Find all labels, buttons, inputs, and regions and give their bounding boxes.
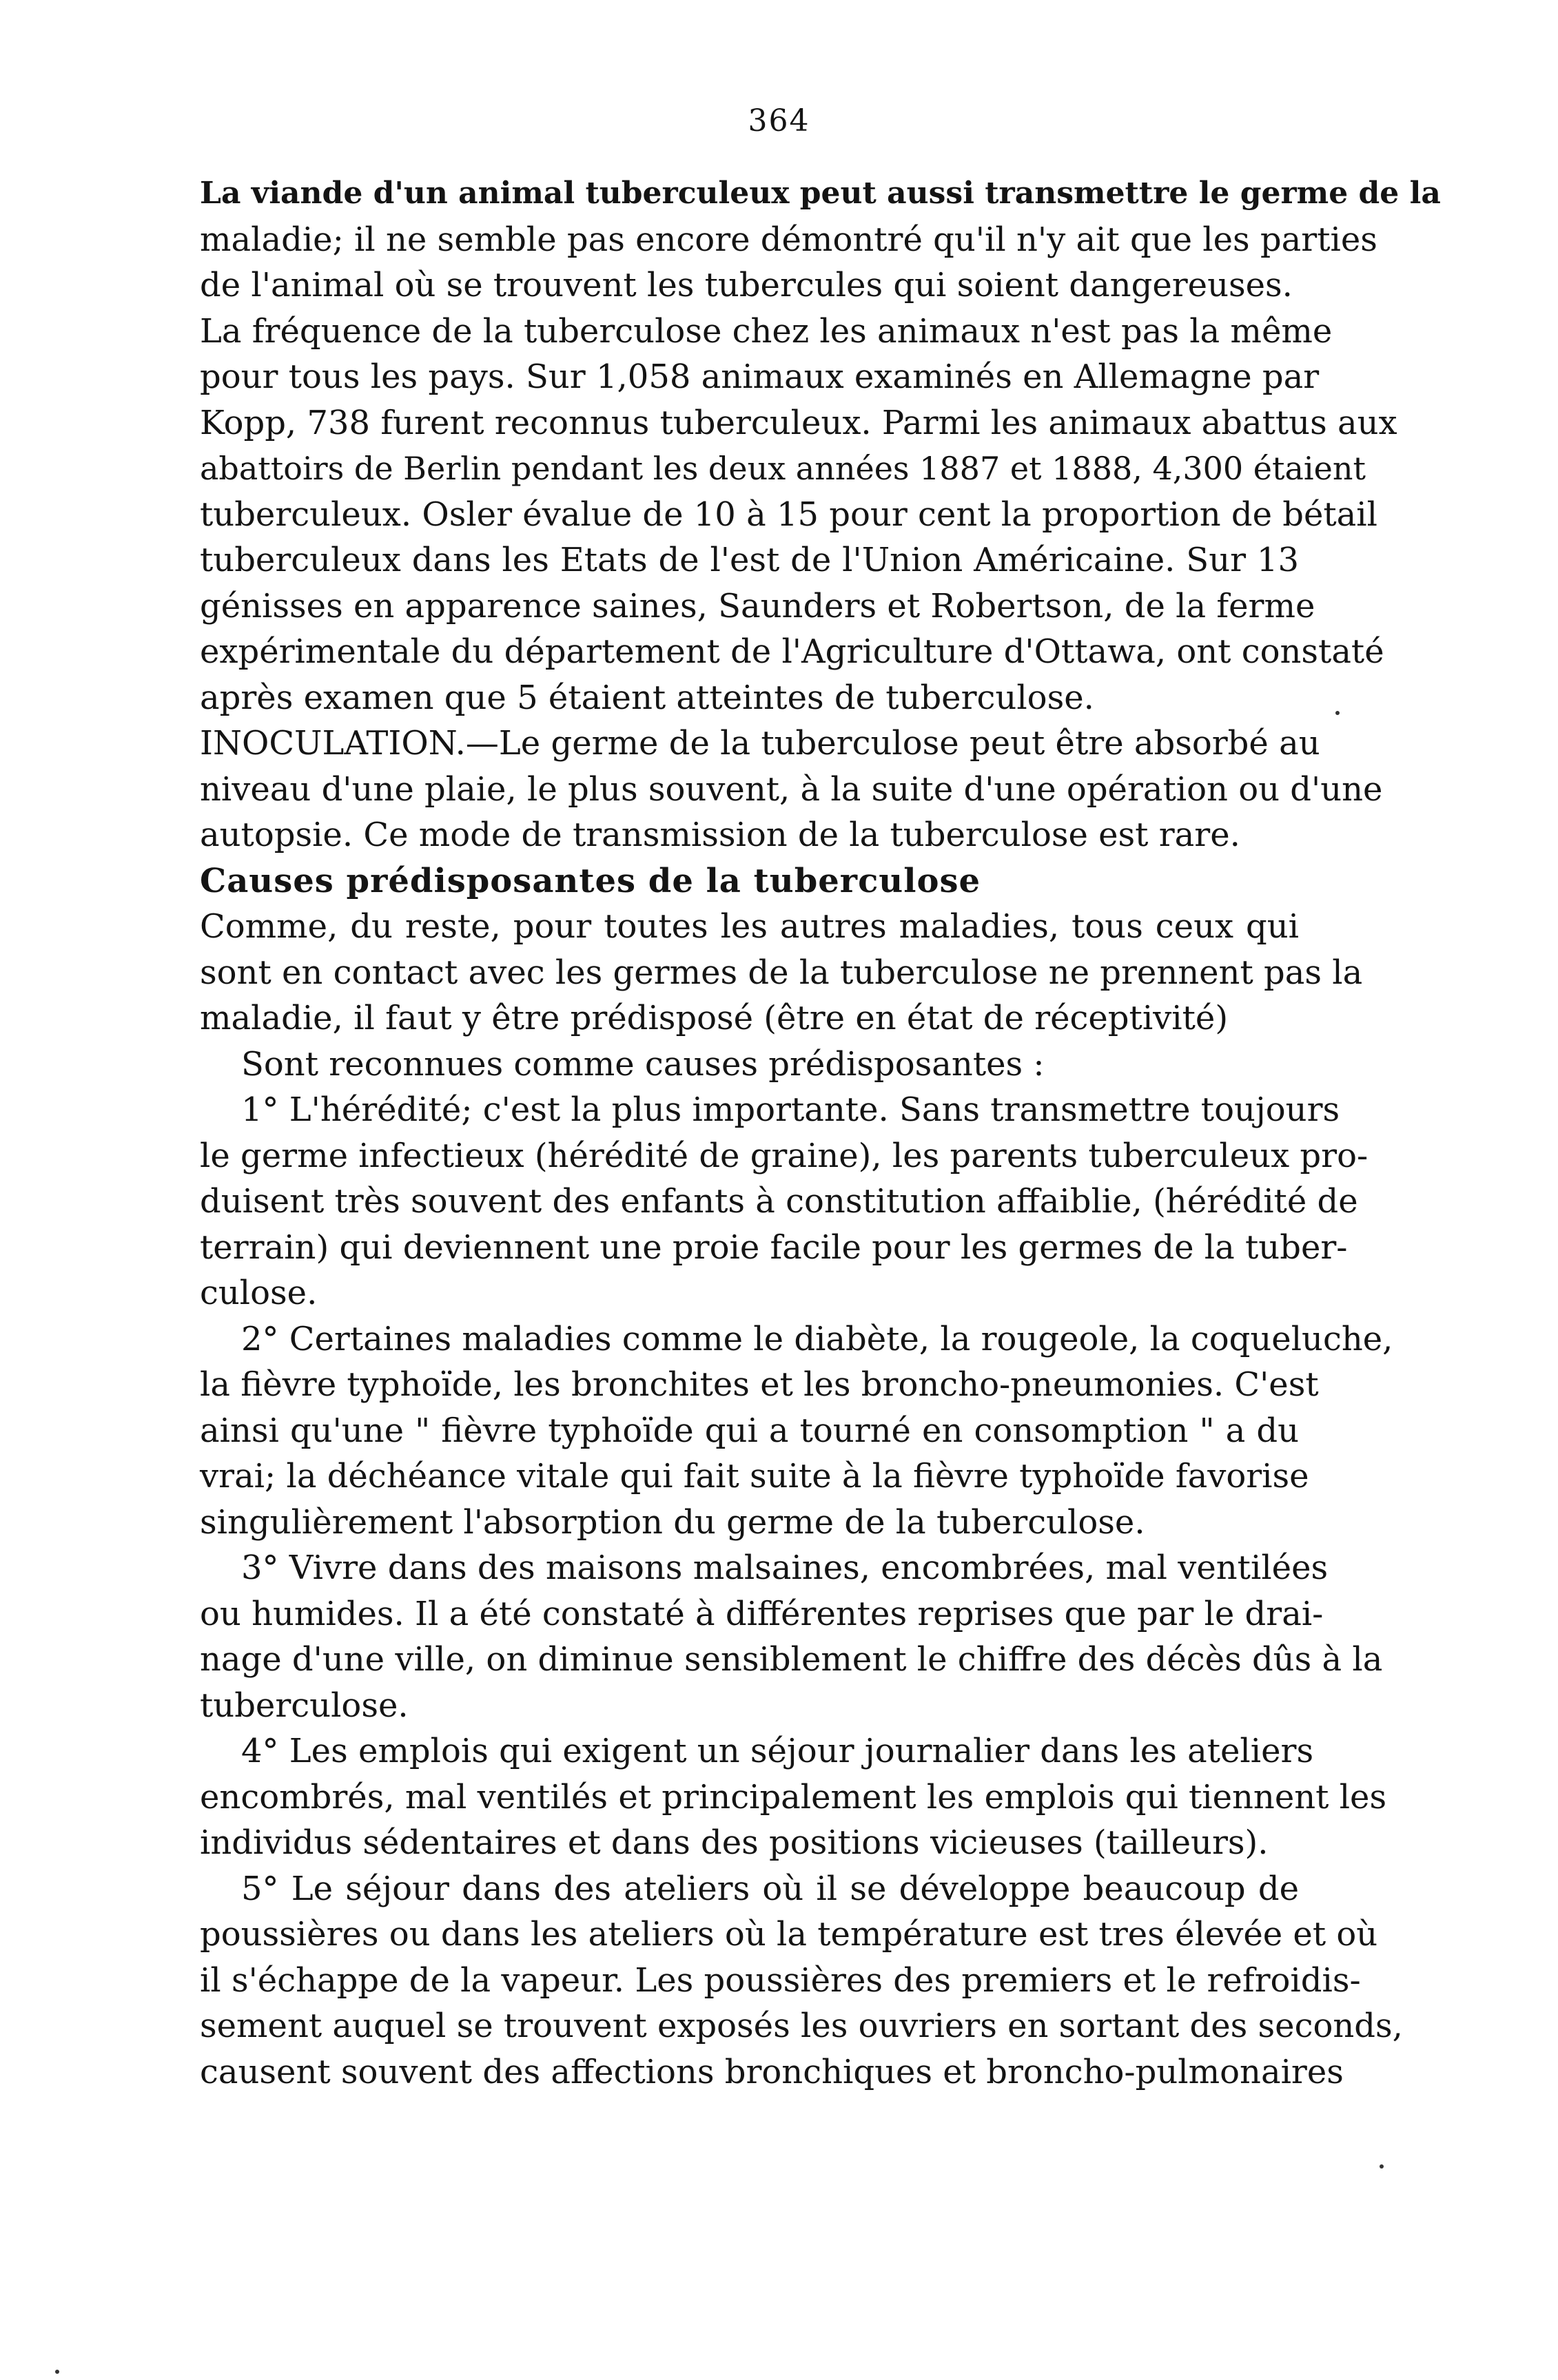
text-line: causent souvent des affections bronchiques et broncho-pulmonaires	[200, 2052, 1344, 2091]
paragraph	[200, 721, 1383, 858]
scan-speck	[1380, 2164, 1384, 2169]
text-line: vrai; la déchéance vitale qui fait suite à la fièvre typhoïde favorise	[200, 1457, 1309, 1496]
text-line: tuberculeux dans les Etats de l'est de l'Union Américaine. Sur 13	[200, 541, 1299, 579]
text-line: Sont reconnues comme causes prédisposantes :	[241, 1044, 1045, 1084]
text-line: maladie; il ne semble pas encore démontré qu'il n'y ait que les parties	[200, 220, 1377, 259]
section-heading: Causes prédisposantes de la tuberculose	[200, 861, 981, 900]
text-line: la fièvre typhoïde, les bronchites et les broncho-pneumonies. C'est	[200, 1365, 1319, 1404]
text-line: le germe infectieux (hérédité de graine), les parents tuberculeux pro-	[200, 1136, 1369, 1175]
text-line: ou humides. Il a été constaté à différentes reprises que par le drai-	[200, 1594, 1324, 1633]
text-line: individus sédentaires et dans des positions vicieuses (tailleurs).	[200, 1823, 1269, 1862]
text-line: 3° Vivre dans des maisons malsaines, encombrées, mal ventilées	[241, 1549, 1329, 1587]
text-column	[200, 171, 1441, 2095]
text-line: 5° Le séjour dans des ateliers où il se développe beaucoup de	[241, 1869, 1299, 1908]
page-number: 364	[748, 103, 810, 138]
list-item	[200, 1728, 1387, 1866]
text-line: de l'animal où se trouvent les tubercules qui soient dangereuses.	[200, 266, 1293, 304]
text-line: après examen que 5 étaient atteintes de tuberculose.	[200, 678, 1094, 717]
text-line: poussières ou dans les ateliers où la température est tres élevée et où	[200, 1915, 1378, 1954]
text-line: Kopp, 738 furent reconnus tuberculeux. Parmi les animaux abattus aux	[200, 403, 1397, 442]
text-line: sont en contact avec les germes de la tuberculose ne prennent pas la	[200, 953, 1363, 992]
list-item	[200, 1087, 1369, 1316]
paragraph	[200, 1042, 1299, 1088]
list-item	[200, 1316, 1393, 1546]
list-item	[200, 1866, 1403, 2096]
text-line: maladie, il faut y être prédisposé (être en état de réceptivité)	[200, 999, 1229, 1037]
text-line: autopsie. Ce mode de transmission de la tuberculose est rare.	[200, 816, 1240, 854]
text-line: génisses en apparence saines, Saunders et Robertson, de la ferme	[200, 586, 1315, 625]
text-line: culose.	[200, 1274, 318, 1312]
text-line: 4° Les emplois qui exigent un séjour journalier dans les ateliers	[241, 1732, 1314, 1770]
text-line: singulièrement l'absorption du germe de la tuberculose.	[200, 1502, 1145, 1542]
text-line: La fréquence de la tuberculose chez les animaux n'est pas la même	[200, 311, 1333, 351]
text-line: nage d'une ville, on diminue sensiblement le chiffre des décès dûs à la	[200, 1640, 1383, 1679]
list-item	[200, 1545, 1383, 1728]
text-line: sement auquel se trouvent exposés les ouvriers en sortant des seconds,	[200, 2007, 1403, 2045]
text-line: terrain) qui deviennent une proie facile pour les germes de la tuber-	[200, 1228, 1348, 1267]
text-line: duisent très souvent des enfants à constitution affaiblie, (hérédité de	[200, 1182, 1358, 1221]
paragraph	[200, 171, 1441, 309]
text-line: INOCULATION.—Le germe de la tuberculose peut être absorbé au	[200, 724, 1320, 763]
text-line: encombrés, mal ventilés et principalement les emplois qui tiennent les	[200, 1777, 1387, 1817]
text-line: abattoirs de Berlin pendant les deux années 1887 et 1888, 4,300 étaient	[200, 450, 1366, 487]
paragraph	[200, 904, 1363, 1042]
text-line: La viande d'un animal tuberculeux peut aussi transmettre le germe de la	[200, 176, 1441, 211]
scan-speck	[1335, 711, 1340, 715]
text-line: tuberculeux. Osler évalue de 10 à 15 pour cent la proportion de bétail	[200, 495, 1377, 534]
text-line: Comme, du reste, pour toutes les autres maladies, tous ceux qui	[200, 907, 1299, 946]
text-line: 1° L'hérédité; c'est la plus importante. Sans transmettre toujours	[241, 1090, 1340, 1129]
text-line: ainsi qu'une " fièvre typhoïde qui a tourné en consomption " a du	[200, 1411, 1299, 1450]
text-line: niveau d'une plaie, le plus souvent, à la suite d'une opération ou d'une	[200, 769, 1383, 809]
text-line: expérimentale du département de l'Agriculture d'Ottawa, ont constaté	[200, 632, 1384, 671]
text-line: il s'échappe de la vapeur. Les poussières des premiers et le refroidis-	[200, 1960, 1361, 2000]
text-line: tuberculose.	[200, 1686, 409, 1725]
scan-speck	[55, 2370, 59, 2374]
paragraph	[200, 309, 1397, 721]
text-line: pour tous les pays. Sur 1,058 animaux examinés en Allemagne par	[200, 358, 1320, 396]
text-line: 2° Certaines maladies comme le diabète, la rougeole, la coqueluche,	[241, 1319, 1393, 1358]
